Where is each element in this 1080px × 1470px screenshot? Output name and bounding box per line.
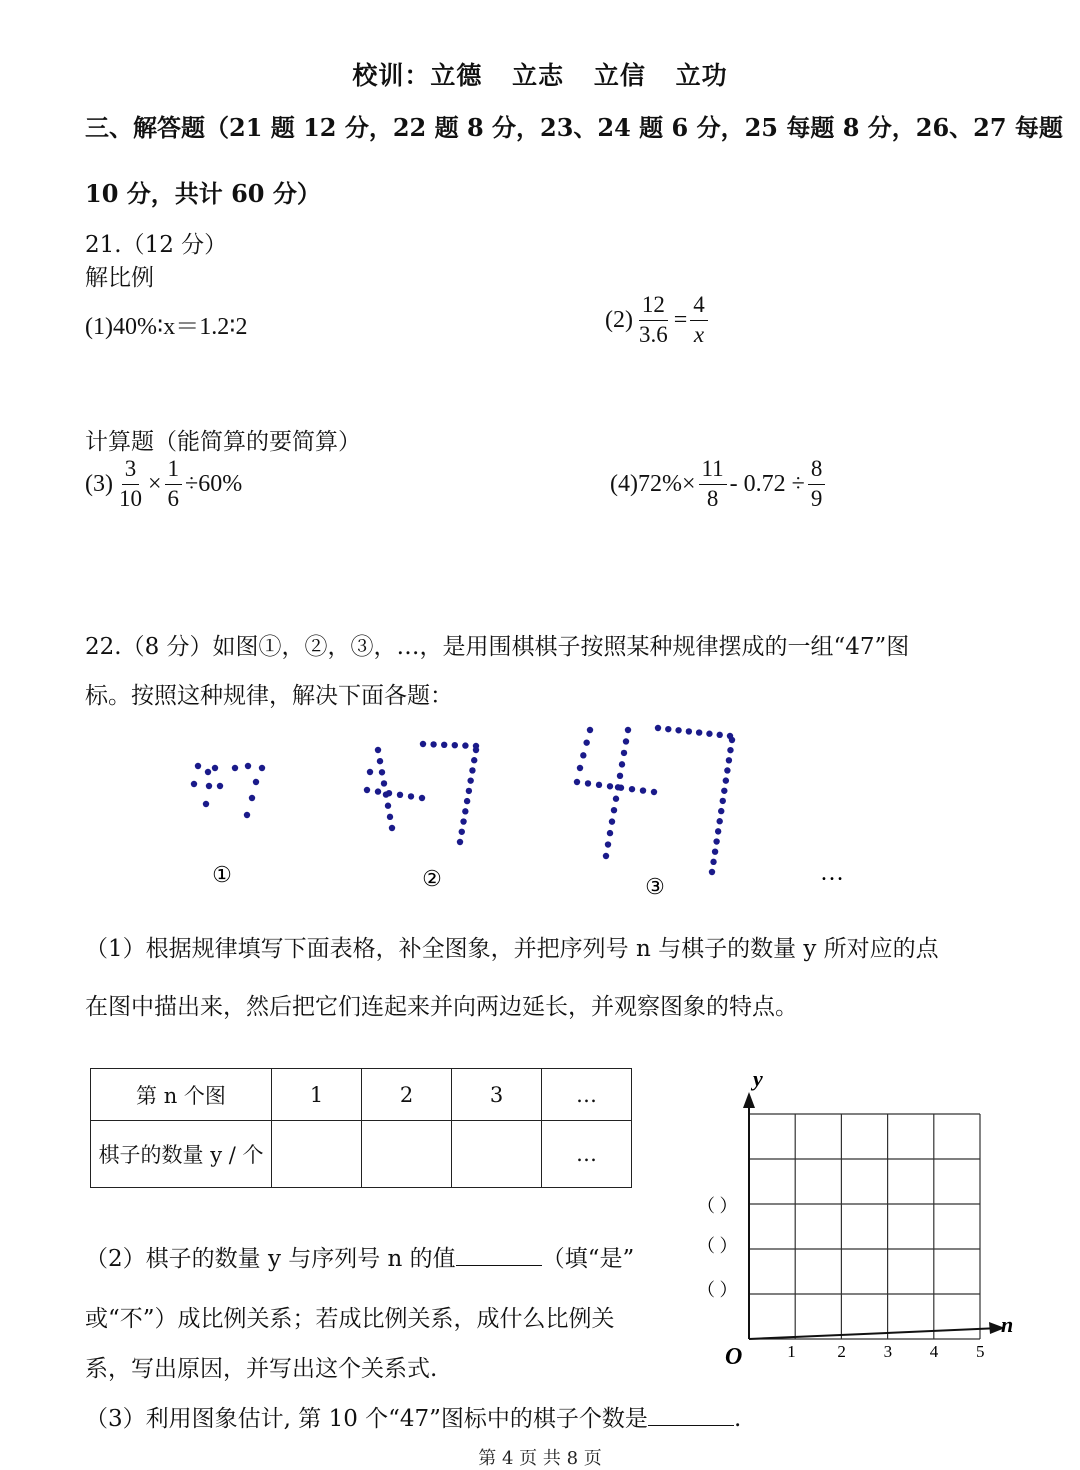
go-stone-dot <box>605 841 611 847</box>
go-stone-dot <box>375 788 381 794</box>
go-stone-dot <box>617 773 623 779</box>
go-stone-dot <box>716 818 722 824</box>
q22-line1: 22.（8 分）如图①，②，③，…，是用围棋棋子按照某种规律摆成的一组“47”图 <box>85 634 910 660</box>
go-stone-dot <box>381 780 387 786</box>
go-stone-dot <box>249 795 255 801</box>
p4-label: (4)72%× <box>610 470 696 497</box>
q22-part3 <box>85 1400 741 1433</box>
p3-fraction-2 <box>165 455 183 514</box>
q22-part1-line1: （1）根据规律填写下面表格，补全图象，并把序列号 n 与棋子的数量 y 所对应的点 <box>85 936 939 962</box>
go-stone-dot <box>244 812 250 818</box>
go-stone-dot <box>203 801 209 807</box>
q22-part2-line2: 或“不”）成比例关系；若成比例关系，成什么比例关 <box>85 1306 615 1332</box>
go-stone-figures <box>0 700 1080 910</box>
school-motto <box>0 56 1080 92</box>
go-stone-dot <box>459 829 465 835</box>
go-stone-dot <box>367 769 373 775</box>
origin-label: O <box>725 1344 743 1370</box>
figures-ellipsis: … <box>820 860 844 886</box>
go-stone-dot <box>607 783 613 789</box>
go-stone-dot <box>686 728 692 734</box>
q21-p4 <box>610 455 828 514</box>
go-stone-dot <box>386 790 392 796</box>
fraction-denominator: 3.6 <box>638 321 668 347</box>
p4-fraction-2 <box>808 455 826 514</box>
fraction-denominator: x <box>693 321 705 347</box>
go-stone-dot <box>712 848 718 854</box>
motto-label: 校训： <box>352 61 431 90</box>
go-stone-dot <box>232 765 238 771</box>
p2-label: (2) <box>605 306 633 333</box>
p4-fraction-1 <box>699 455 727 514</box>
y-tick-placeholder[interactable]: （ ） <box>697 1236 738 1256</box>
go-stone-dot <box>580 752 586 758</box>
go-stone-dot <box>710 859 716 865</box>
table-row <box>91 1069 632 1121</box>
figure-3-dots <box>574 725 735 875</box>
q21-calc-title: 计算题（能简算的要简算） <box>85 429 361 455</box>
part2-text-b: （填“是” <box>541 1246 635 1272</box>
fraction-numerator: 8 <box>808 455 826 485</box>
go-stone-dot <box>467 777 473 783</box>
go-stone-dot <box>607 830 613 836</box>
go-stone-dot <box>577 765 583 771</box>
go-stone-dot <box>464 798 470 804</box>
fraction-numerator: 1 <box>165 455 183 485</box>
go-stone-dot <box>452 742 458 748</box>
go-stone-dot <box>596 782 602 788</box>
go-stone-dot <box>217 783 223 789</box>
go-stone-dot <box>640 787 646 793</box>
go-stone-dot <box>212 765 218 771</box>
go-stone-dot <box>651 789 657 795</box>
fraction-denominator: 10 <box>118 485 142 511</box>
go-stone-dot <box>709 869 715 875</box>
go-stone-dot <box>726 757 732 763</box>
go-stone-dot <box>471 757 477 763</box>
q22-line2: 标。按照这种规律，解决下面各题： <box>85 683 453 709</box>
answer-table <box>90 1068 632 1188</box>
go-stone-dot <box>611 807 617 813</box>
go-stone-dot <box>462 742 468 748</box>
q22-part2-line1 <box>85 1240 634 1273</box>
table-cell: 3 <box>452 1069 542 1121</box>
go-stone-dot <box>618 785 624 791</box>
q22-part1-line2: 在图中描出来，然后把它们连起来并向两边延长，并观察图象的特点。 <box>85 994 798 1020</box>
figure-2-dots <box>364 741 479 845</box>
fraction-numerator: 3 <box>122 455 140 485</box>
go-stone-dot <box>375 747 381 753</box>
q22-part2-line3: 系，写出原因，并写出这个关系式. <box>85 1356 438 1382</box>
go-stone-dot <box>587 727 593 733</box>
go-stone-dot <box>727 747 733 753</box>
p3-tail: ÷60% <box>185 470 243 497</box>
part2-text-a: （2）棋子的数量 y 与序列号 n 的值 <box>85 1246 456 1272</box>
go-stone-dot <box>629 786 635 792</box>
go-stone-dot <box>419 795 425 801</box>
motto-item: 立德 <box>430 61 483 90</box>
go-stone-dot <box>469 767 475 773</box>
go-stone-dot <box>191 781 197 787</box>
table-cell: 1 <box>272 1069 362 1121</box>
q21-number: 21.（12 分） <box>85 232 228 258</box>
go-stone-dot <box>457 839 463 845</box>
q21-p3 <box>85 455 242 514</box>
fraction-numerator: 4 <box>690 291 708 321</box>
section-title: 三、解答题（21 题 12 分，22 题 8 分，23、24 题 6 分，25 每题 8 分，26、27 每题 <box>85 113 1063 142</box>
answer-blank[interactable] <box>456 1245 542 1266</box>
section-title-cont: 10 分，共计 60 分） <box>85 179 321 208</box>
go-stone-dot <box>387 814 393 820</box>
p3-label: (3) <box>85 470 113 497</box>
x-tick-label: 3 <box>883 1342 893 1361</box>
go-stone-dot <box>420 741 426 747</box>
x-tick-label: 5 <box>976 1342 985 1361</box>
go-stone-dot <box>460 818 466 824</box>
figure-label-3: ③ <box>645 874 665 899</box>
answer-cell[interactable] <box>272 1121 362 1188</box>
answer-cell[interactable] <box>362 1121 452 1188</box>
answer-blank[interactable] <box>648 1405 734 1426</box>
go-stone-dot <box>655 725 661 731</box>
go-stone-dot <box>473 747 479 753</box>
go-stone-dot <box>430 741 436 747</box>
go-stone-dot <box>706 731 712 737</box>
answer-cell[interactable] <box>452 1121 542 1188</box>
table-cell: 2 <box>362 1069 452 1121</box>
x-axis <box>749 1328 1000 1339</box>
part3-period: . <box>733 1406 742 1432</box>
go-stone-dot <box>397 792 403 798</box>
go-stone-dot <box>389 825 395 831</box>
part3-text: （3）利用图象估计, 第 10 个“47”图标中的棋子个数是 <box>85 1406 648 1432</box>
figure-1-dots <box>191 763 265 818</box>
go-stone-dot <box>253 779 259 785</box>
go-stone-dot <box>408 793 414 799</box>
table-header-y: 棋子的数量 y / 个 <box>91 1121 272 1188</box>
y-tick-placeholder[interactable]: （ ） <box>697 1280 738 1300</box>
p3-fraction-1 <box>116 455 145 514</box>
table-cell: … <box>542 1069 632 1121</box>
go-stone-dot <box>583 739 589 745</box>
go-stone-dot <box>724 767 730 773</box>
go-stone-dot <box>195 763 201 769</box>
go-stone-dot <box>205 769 211 775</box>
go-stone-dot <box>259 765 265 771</box>
go-stone-dot <box>665 726 671 732</box>
p2-right-fraction <box>690 291 708 350</box>
go-stone-dot <box>721 788 727 794</box>
go-stone-dot <box>625 727 631 733</box>
go-stone-dot <box>696 729 702 735</box>
x-tick-label: 2 <box>837 1342 846 1361</box>
go-stone-dot <box>603 853 609 859</box>
equals-sign: = <box>673 306 688 333</box>
go-stone-dot <box>574 779 580 785</box>
go-stone-dot <box>717 732 723 738</box>
fraction-denominator: 9 <box>810 485 823 511</box>
go-stone-dot <box>715 828 721 834</box>
go-stone-dot <box>613 796 619 802</box>
go-stone-dot <box>441 742 447 748</box>
go-stone-dot <box>462 808 468 814</box>
go-stone-dot <box>609 818 615 824</box>
go-stone-dot <box>621 750 627 756</box>
go-stone-dot <box>377 758 383 764</box>
go-stone-dot <box>675 727 681 733</box>
table-cell: … <box>542 1121 632 1188</box>
y-tick-placeholder[interactable]: （ ） <box>697 1196 738 1216</box>
go-stone-dot <box>723 777 729 783</box>
go-stone-dot <box>720 798 726 804</box>
go-stone-dot <box>364 787 370 793</box>
go-stone-dot <box>585 780 591 786</box>
go-stone-dot <box>718 808 724 814</box>
motto-item: 立功 <box>675 61 728 90</box>
figure-label-1: ① <box>212 862 232 887</box>
page-footer: 第 4 页 共 8 页 <box>478 1448 602 1469</box>
go-stone-dot <box>713 838 719 844</box>
p2-left-fraction <box>636 291 671 350</box>
fraction-denominator: 6 <box>167 485 180 511</box>
fraction-numerator: 12 <box>639 291 668 321</box>
q21-p1: (1)40%∶x＝1.2∶2 <box>85 314 248 340</box>
x-tick-label: 1 <box>787 1342 796 1361</box>
figure-label-2: ② <box>422 866 442 891</box>
x-tick-label: 4 <box>929 1342 939 1361</box>
go-stone-dot <box>623 738 629 744</box>
go-stone-dot <box>466 788 472 794</box>
table-row <box>91 1121 632 1188</box>
y-axis-label: y <box>753 1066 763 1091</box>
go-stone-dot <box>619 761 625 767</box>
q21-p2 <box>605 291 711 350</box>
x-tick-labels <box>787 1342 984 1361</box>
p4-mid: - 0.72 ÷ <box>729 470 805 497</box>
times-sign: × <box>147 470 162 497</box>
x-axis-label: n <box>1001 1312 1014 1337</box>
y-axis-arrow-icon <box>743 1092 755 1108</box>
go-stone-dot <box>379 769 385 775</box>
fraction-denominator: 8 <box>706 485 719 511</box>
motto-item: 立志 <box>512 61 565 90</box>
go-stone-dot <box>245 763 251 769</box>
go-stone-dot <box>385 803 391 809</box>
q21-subtitle: 解比例 <box>85 265 154 291</box>
coordinate-grid[interactable] <box>695 1062 1025 1372</box>
fraction-numerator: 11 <box>699 455 727 485</box>
go-stone-dot <box>729 737 735 743</box>
motto-item: 立信 <box>593 61 646 90</box>
table-header-n: 第 n 个图 <box>91 1069 272 1121</box>
go-stone-dot <box>206 783 212 789</box>
grid-lines <box>749 1114 980 1339</box>
